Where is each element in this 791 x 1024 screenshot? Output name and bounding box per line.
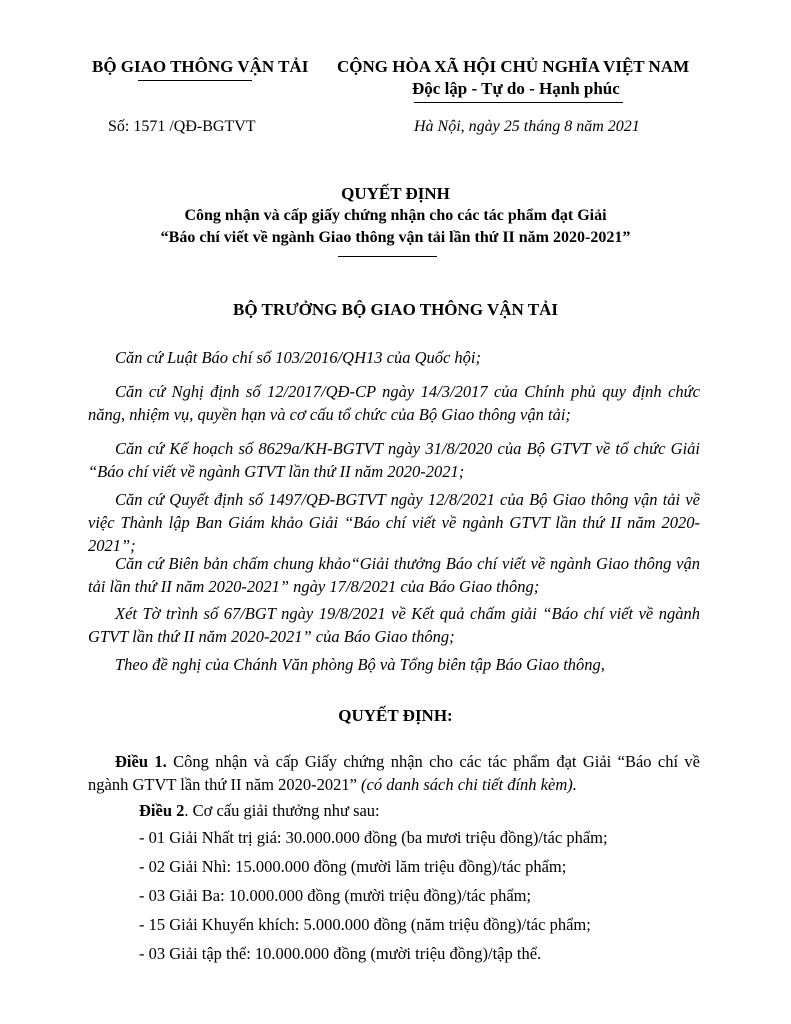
prize-item: - 01 Giải Nhất trị giá: 30.000.000 đồng (ba mươi triệu đồng)/tác phẩm; <box>139 828 608 847</box>
article-2-label: Điều 2 <box>139 801 185 820</box>
legal-basis: Theo đề nghị của Chánh Văn phòng Bộ và Tổng biên tập Báo Giao thông, <box>115 655 605 674</box>
prize-item: - 15 Giải Khuyến khích: 5.000.000 đồng (năm triệu đồng)/tác phẩm; <box>139 915 591 934</box>
prize-item: - 02 Giải Nhì: 15.000.000 đồng (mười lăm triệu đồng)/tác phẩm; <box>139 857 567 876</box>
legal-basis: Căn cứ Kế hoạch số 8629a/KH-BGTVT ngày 31/8/2020 của Bộ GTVT về tổ chức Giải “Báo chí viết về ngành GTVT lần thứ II năm 2020-2021; <box>88 439 700 481</box>
decision-heading: QUYẾT ĐỊNH: <box>338 706 453 725</box>
document-number: Số: 1571 /QĐ-BGTVT <box>108 118 256 135</box>
legal-basis: Căn cứ Biên bản chấm chung khảo“Giải thưởng Báo chí viết về ngành Giao thông vận tải lần thứ II năm 2020-2021” ngày 17/8/2021 của Báo Giao thông; <box>88 554 700 596</box>
country-name: CỘNG HÒA XÃ HỘI CHỦ NGHĨA VIỆT NAM <box>337 57 690 76</box>
prize-item: - 03 Giải Ba: 10.000.000 đồng (mười triệu đồng)/tác phẩm; <box>139 886 532 905</box>
issuing-authority: BỘ TRƯỞNG BỘ GIAO THÔNG VẬN TẢI <box>233 300 558 319</box>
national-motto: Độc lập - Tự do - Hạnh phúc <box>412 79 620 98</box>
article-2 <box>139 801 380 821</box>
title-line-2: “Báo chí viết về ngành Giao thông vận tải lần thứ II năm 2020-2021” <box>160 229 631 246</box>
article-2-text: . Cơ cấu giải thưởng như sau: <box>184 801 380 820</box>
article-1-label: Điều 1. <box>115 752 167 771</box>
document-heading: QUYẾT ĐỊNH <box>341 184 450 203</box>
legal-basis: Căn cứ Quyết định số 1497/QĐ-BGTVT ngày 12/8/2021 của Bộ Giao thông vận tải về việc Thành lập Ban Giám khảo Giải “Báo chí viết về ngành GTVT lần thứ II năm 2020-2021”; <box>88 490 700 555</box>
place-and-date: Hà Nội, ngày 25 tháng 8 năm 2021 <box>414 118 640 135</box>
motto-underline <box>414 102 623 103</box>
legal-basis: Căn cứ Nghị định số 12/2017/QĐ-CP ngày 14/3/2017 của Chính phủ quy định chức năng, nhiệm vụ, quyền hạn và cơ cấu tổ chức của Bộ Giao thông vận tải; <box>88 382 700 424</box>
title-line-1: Công nhận và cấp giấy chứng nhận cho các tác phẩm đạt Giải <box>184 207 607 224</box>
legal-basis: Xét Tờ trình số 67/BGT ngày 19/8/2021 về Kết quả chấm giải “Báo chí viết về ngành GTVT lần thứ II năm 2020-2021” của Báo Giao thông; <box>88 604 700 646</box>
article-1 <box>88 750 700 796</box>
issuing-agency: BỘ GIAO THÔNG VẬN TẢI <box>92 57 309 76</box>
article-1-text: Công nhận và cấp Giấy chứng nhận cho các tác phẩm đạt Giải “Báo chí về ngành GTVT lần thứ II năm 2020-2021” <box>88 752 700 794</box>
legal-basis: Căn cứ Luật Báo chí số 103/2016/QH13 của Quốc hội; <box>115 348 482 367</box>
agency-underline <box>138 80 252 81</box>
article-1-note: (có danh sách chi tiết đính kèm). <box>361 775 577 794</box>
title-underline <box>338 256 437 257</box>
prize-item: - 03 Giải tập thể: 10.000.000 đồng (mười triệu đồng)/tập thể. <box>139 944 542 963</box>
